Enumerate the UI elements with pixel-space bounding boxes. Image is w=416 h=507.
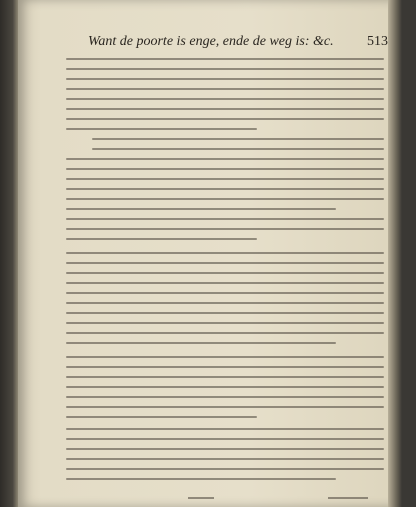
text-line [66, 228, 384, 230]
text-line [66, 468, 384, 470]
text-line [66, 438, 384, 440]
text-line [66, 108, 384, 110]
book-page [18, 0, 402, 507]
text-line [66, 416, 257, 418]
text-line [66, 428, 384, 430]
text-line [66, 302, 384, 304]
text-line [66, 458, 384, 460]
text-line [66, 366, 384, 368]
text-line [66, 272, 384, 274]
text-line [92, 148, 384, 150]
text-line [66, 218, 384, 220]
text-line [66, 322, 384, 324]
text-line [66, 312, 384, 314]
text-paragraph-5 [66, 428, 384, 488]
text-line [66, 332, 384, 334]
text-line [66, 128, 257, 130]
text-line [66, 262, 384, 264]
text-line [66, 68, 384, 70]
page-number: 513 [367, 34, 388, 49]
text-paragraph-2 [66, 138, 384, 248]
text-paragraph-4 [66, 356, 384, 426]
running-head [88, 34, 388, 50]
text-line [66, 158, 384, 160]
text-line [66, 238, 257, 240]
text-line [66, 282, 384, 284]
text-line [92, 138, 384, 140]
text-line [66, 406, 384, 408]
page-edge [388, 0, 402, 507]
text-line [66, 376, 384, 378]
running-head-title: Want de poorte is enge, ende de weg is: &c. [88, 34, 334, 49]
text-line [66, 252, 384, 254]
text-line [66, 188, 384, 190]
text-line [66, 448, 384, 450]
text-line [66, 208, 336, 210]
catchword [328, 497, 368, 499]
text-line [66, 58, 384, 60]
text-line [66, 292, 384, 294]
text-paragraph-1 [66, 58, 384, 138]
book-spine [0, 0, 18, 507]
text-line [66, 356, 384, 358]
text-line [66, 342, 336, 344]
text-line [66, 88, 384, 90]
text-paragraph-3 [66, 252, 384, 352]
text-line [66, 118, 384, 120]
text-line [66, 178, 384, 180]
text-line [66, 478, 336, 480]
text-line [66, 168, 384, 170]
text-line [66, 198, 384, 200]
text-line [66, 98, 384, 100]
text-line [66, 78, 384, 80]
text-line [66, 396, 384, 398]
signature-mark [188, 497, 214, 499]
text-line [66, 386, 384, 388]
